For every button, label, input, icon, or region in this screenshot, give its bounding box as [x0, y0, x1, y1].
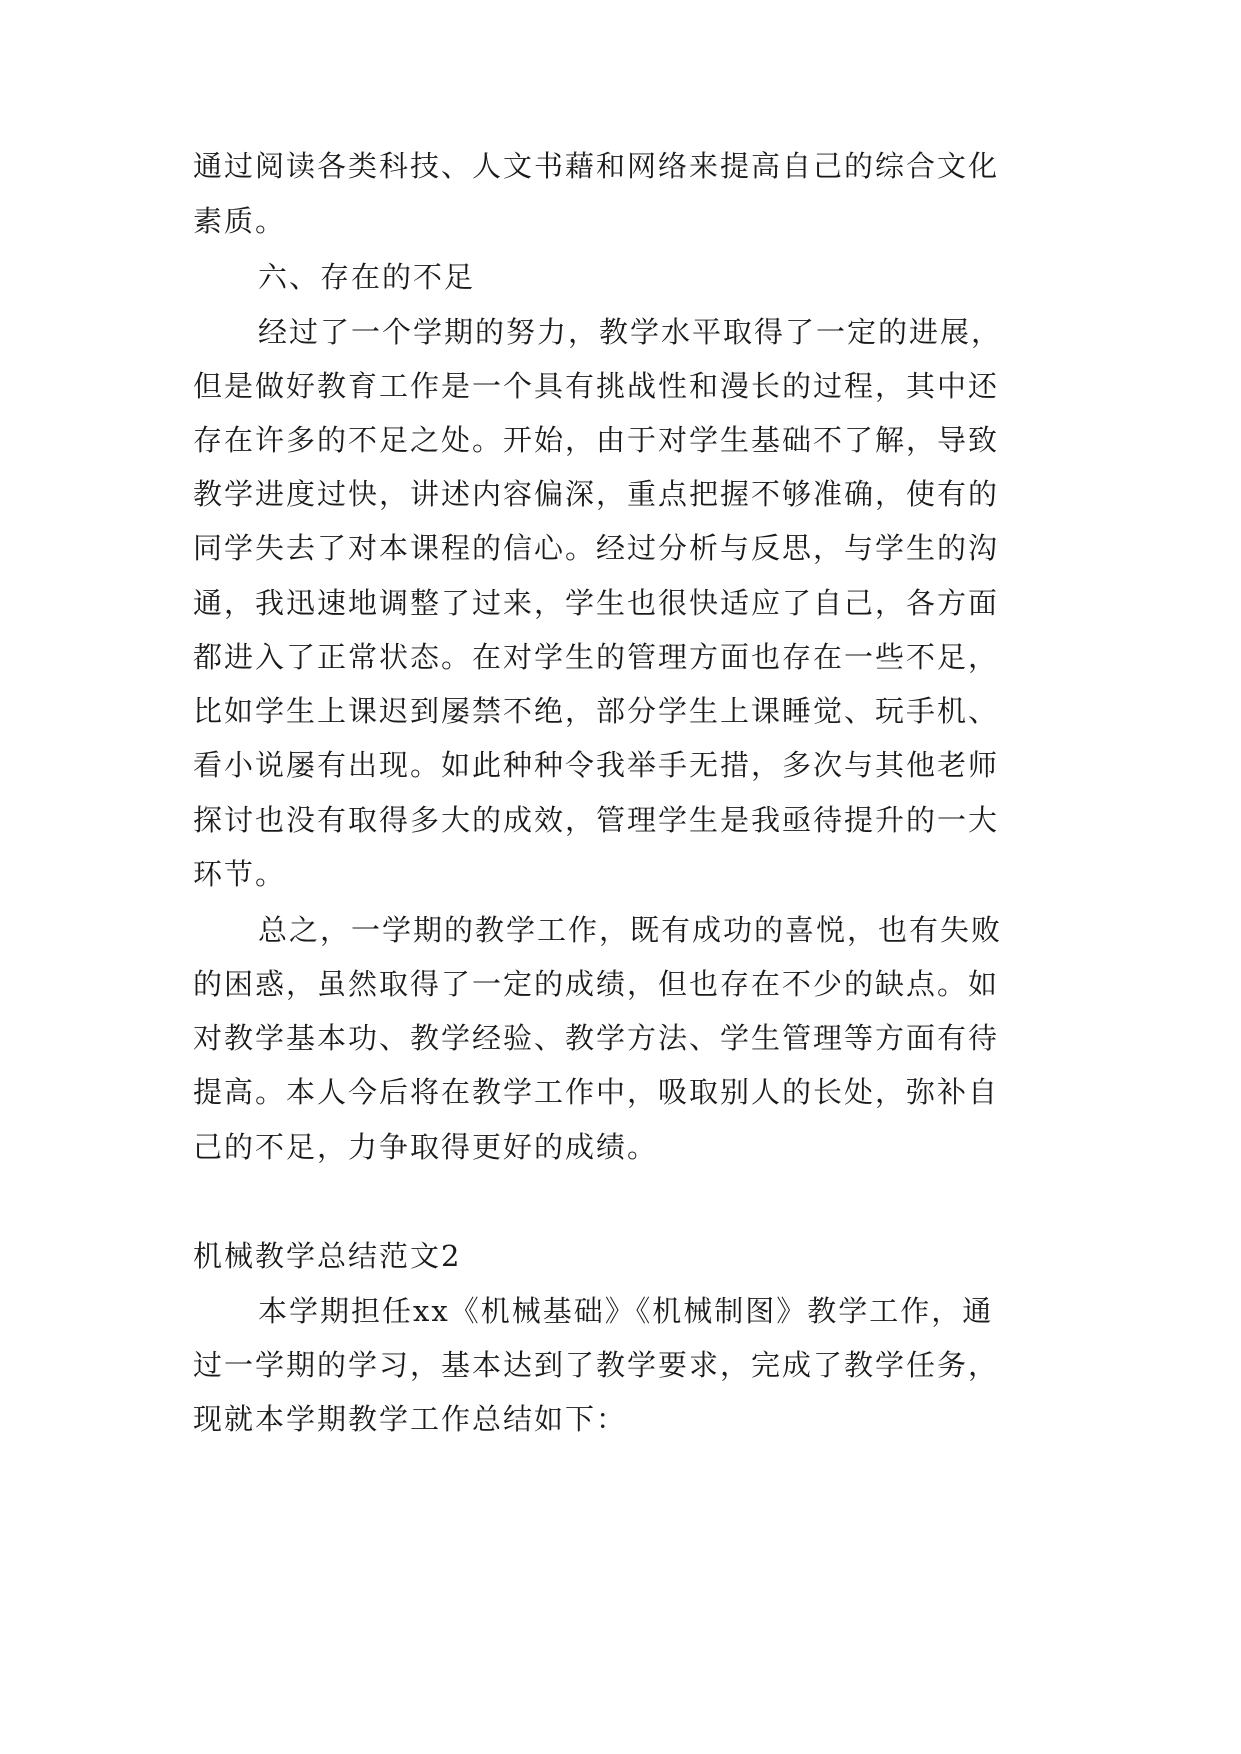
paragraph-line: 探讨也没有取得多大的成效，管理学生是我亟待提升的一大 [193, 803, 1000, 837]
paragraph-line: 存在许多的不足之处。开始，由于对学生基础不了解，导致 [193, 423, 1000, 457]
paragraph-line: 的困惑，虽然取得了一定的成绩，但也存在不少的缺点。如 [193, 967, 1000, 1001]
paragraph-line: 过一学期的学习，基本达到了教学要求，完成了教学任务， [193, 1348, 1000, 1382]
paragraph-line: 通，我迅速地调整了过来，学生也很快适应了自己，各方面 [193, 586, 1000, 620]
document-title: 机械教学总结范文2 [193, 1239, 462, 1273]
paragraph-line: 看小说屡有出现。如此种种令我举手无措，多次与其他老师 [193, 748, 1000, 782]
paragraph-line: 总之，一学期的教学工作，既有成功的喜悦，也有失败 [258, 913, 1003, 947]
section-heading: 六、存在的不足 [258, 260, 476, 294]
paragraph-line: 提高。本人今后将在教学工作中，吸取别人的长处，弥补自 [193, 1075, 1000, 1109]
paragraph-line: 教学进度过快，讲述内容偏深，重点把握不够准确，使有的 [193, 477, 1000, 511]
paragraph-line: 本学期担任xx《机械基础》《机械制图》教学工作，通 [258, 1294, 994, 1328]
paragraph-line: 对教学基本功、教学经验、教学方法、学生管理等方面有待 [193, 1021, 1000, 1055]
paragraph-line: 同学失去了对本课程的信心。经过分析与反思，与学生的沟 [193, 531, 1000, 565]
paragraph-line: 都进入了正常状态。在对学生的管理方面也存在一些不足， [193, 640, 1000, 674]
paragraph-line: 经过了一个学期的努力，教学水平取得了一定的进展， [258, 315, 1003, 349]
paragraph-line: 现就本学期教学工作总结如下： [193, 1402, 628, 1436]
paragraph-line: 素质。 [193, 204, 287, 238]
paragraph-line: 比如学生上课迟到屡禁不绝，部分学生上课睡觉、玩手机、 [193, 694, 1000, 728]
paragraph-line: 通过阅读各类科技、人文书藉和网络来提高自己的综合文化 [193, 149, 1000, 183]
paragraph-line: 环节。 [193, 857, 287, 891]
paragraph-line: 但是做好教育工作是一个具有挑战性和漫长的过程，其中还 [193, 369, 1000, 403]
paragraph-line: 己的不足，力争取得更好的成绩。 [193, 1130, 659, 1164]
